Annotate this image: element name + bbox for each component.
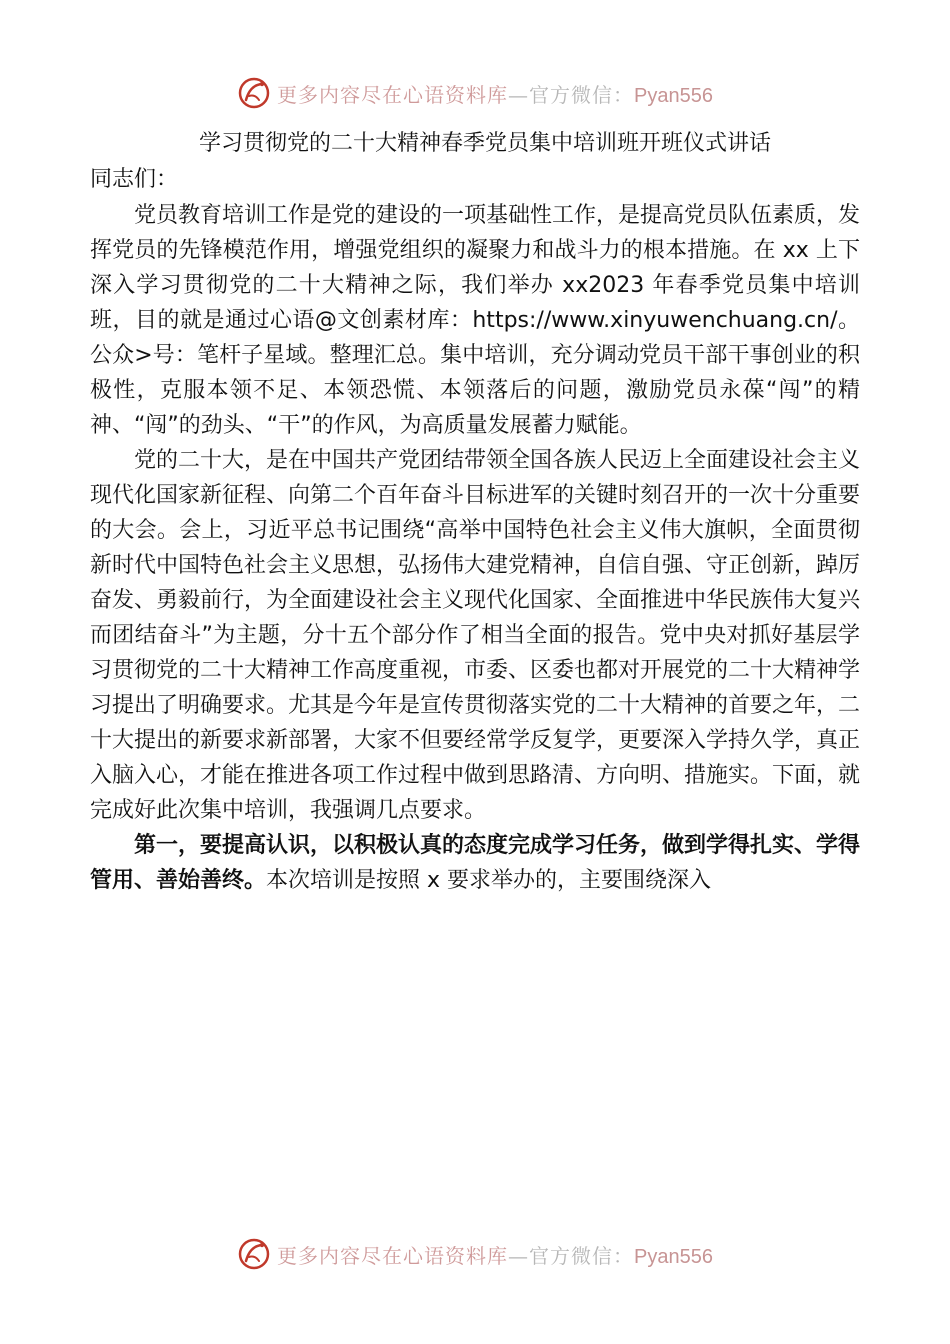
watermark-separator: —	[508, 82, 530, 107]
logo-icon	[237, 76, 271, 110]
paragraph-1: 党员教育培训工作是党的建设的一项基础性工作，是提高党员队伍素质，发挥党员的先锋模范作用，增强党组织的凝聚力和战斗力的根本措施。在 xx 上下深入学习贯彻党的二十大精神之际，我们举办 xx2023 年春季党员集中培训班，目的就是通过心语@文创素材库：https://www.xinyuwenchuang.cn/。公众>号：笔杆子星域。整理汇总。集中培训，充分调动党员干部干事创业的积极性，克服本领不足、本领恐慌、本领落后的问题，激励党员永葆“闯”的精神、“闯”的劲头、“干”的作风，为高质量发展蓄力赋能。	[90, 203, 861, 438]
watermark-sub: 官方微信：	[529, 1243, 635, 1268]
logo-icon	[237, 1237, 271, 1271]
watermark-main: 更多内容尽在心语资料库	[277, 82, 509, 107]
watermark-main: 更多内容尽在心语资料库	[277, 1243, 509, 1268]
watermark-id: Pyan556	[634, 1245, 713, 1268]
paragraph-3-lead: 第一，要提高认识，以积极认真的态度完成学习任务，做到学得扎实、学得管用、善始善终。	[90, 833, 861, 893]
header-watermark-banner	[0, 75, 950, 111]
salutation: 同志们：	[90, 167, 179, 192]
paragraph-3-rest: 本次培训是按照 x 要求举办的，主要围绕深入	[266, 868, 712, 893]
watermark-text	[277, 1240, 713, 1269]
watermark-separator: —	[508, 1243, 530, 1268]
watermark-sub: 官方微信：	[529, 82, 635, 107]
document-title: 学习贯彻党的二十大精神春季党员集中培训班开班仪式讲话	[198, 131, 771, 156]
document-body	[90, 126, 860, 898]
footer-watermark-banner	[0, 1236, 950, 1272]
paragraph-3	[90, 828, 860, 898]
paragraph-2: 党的二十大，是在中国共产党团结带领全国各族人民迈上全面建设社会主义现代化国家新征程、向第二个百年奋斗目标进军的关键时刻召开的一次十分重要的大会。会上，习近平总书记围绕“高举中国特色社会主义伟大旗帜，全面贯彻新时代中国特色社会主义思想，弘扬伟大建党精神，自信自强、守正创新，踔厉奋发、勇毅前行，为全面建设社会主义现代化国家、全面推进中华民族伟大复兴而团结奋斗”为主题，分十五个部分作了相当全面的报告。党中央对抓好基层学习贯彻党的二十大精神工作高度重视，市委、区委也都对开展党的二十大精神学习提出了明确要求。尤其是今年是宣传贯彻落实党的二十大精神的首要之年，二十大提出的新要求新部署，大家不但要经常学反复学，更要深入学持久学，真正入脑入心，才能在推进各项工作过程中做到思路清、方向明、措施实。下面，就完成好此次集中培训，我强调几点要求。	[90, 448, 861, 823]
watermark-id: Pyan556	[634, 84, 713, 107]
watermark-text	[277, 79, 713, 108]
